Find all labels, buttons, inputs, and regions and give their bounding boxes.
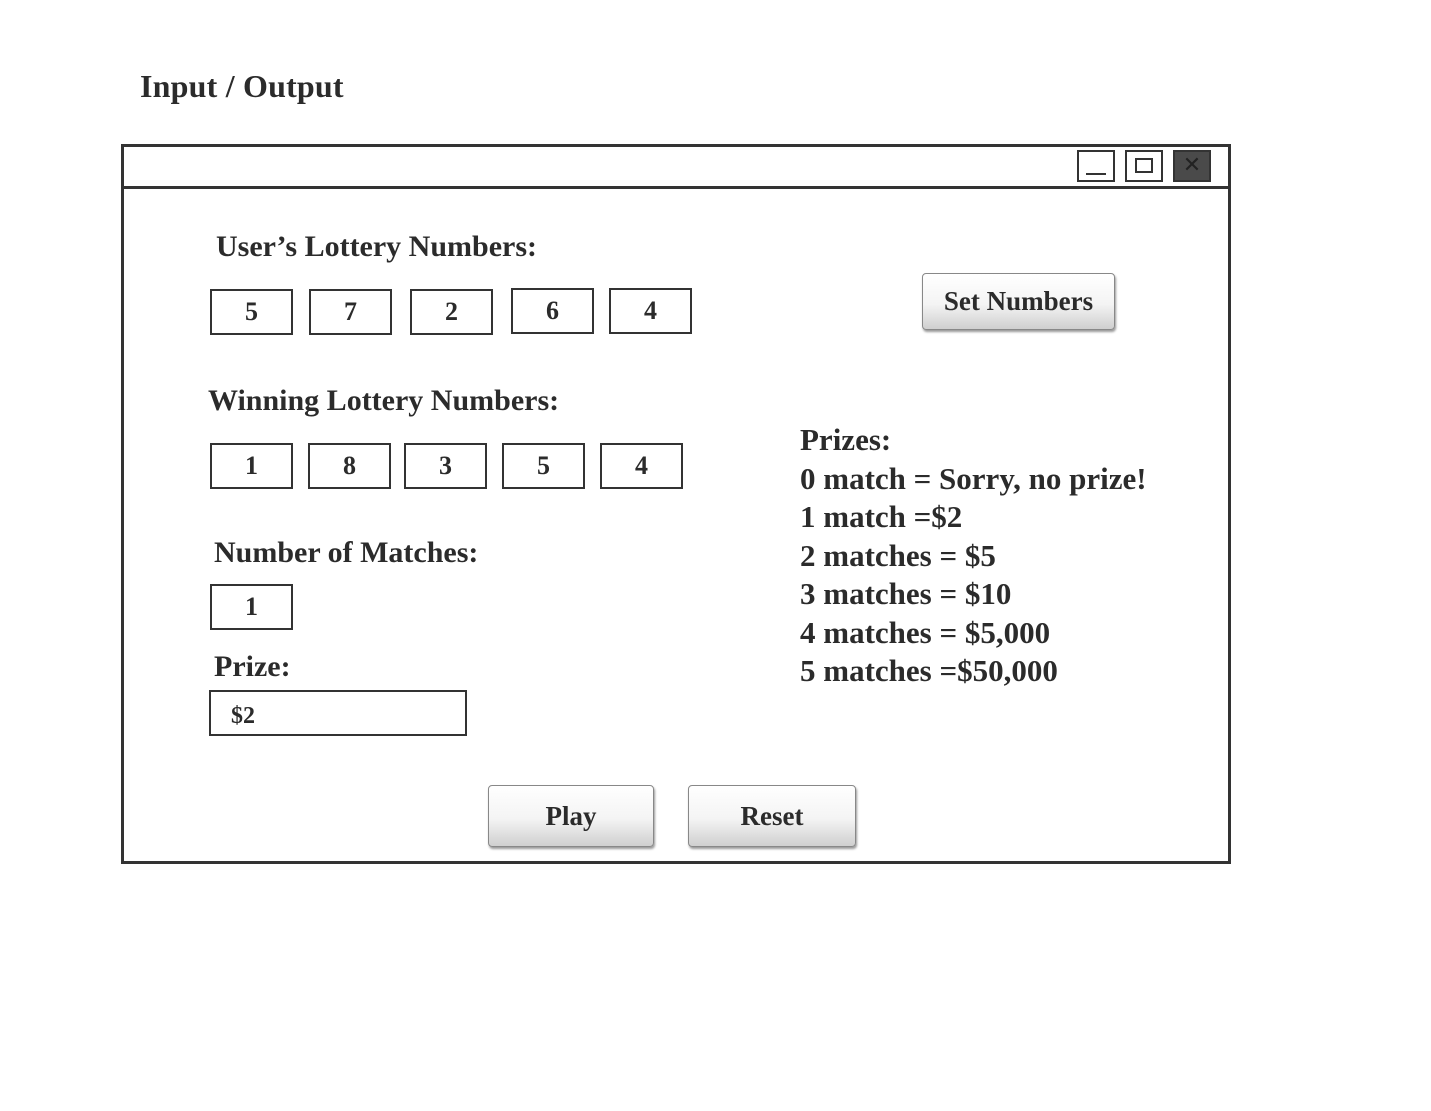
minimize-button[interactable] [1077, 150, 1115, 182]
close-icon: ✕ [1182, 153, 1202, 178]
winning-number-field-1: 1 [210, 443, 293, 489]
winning-number-field-3: 3 [404, 443, 487, 489]
prize-row: 5 matches =$50,000 [800, 653, 1058, 688]
prize-row: 1 match =$2 [800, 499, 963, 534]
user-numbers-label: User’s Lottery Numbers: [216, 230, 538, 263]
user-number-field-4[interactable]: 6 [511, 288, 594, 334]
winning-number-field-5: 4 [600, 443, 683, 489]
lottery-window [121, 144, 1231, 864]
matches-label: Number of Matches: [214, 536, 479, 569]
title-bar [124, 147, 1228, 189]
set-numbers-button[interactable]: Set Numbers [922, 273, 1115, 330]
winning-numbers-label: Winning Lottery Numbers: [208, 384, 560, 417]
prize-label: Prize: [214, 650, 291, 683]
matches-field: 1 [210, 584, 293, 630]
maximize-icon [1135, 158, 1153, 173]
minimize-icon [1086, 173, 1106, 175]
user-number-field-2[interactable]: 7 [309, 289, 392, 335]
reset-button[interactable]: Reset [688, 785, 856, 847]
prize-field: $2 [209, 690, 467, 736]
play-button[interactable]: Play [488, 785, 654, 847]
prize-row: 4 matches = $5,000 [800, 614, 1051, 650]
prizes-title: Prizes: [800, 422, 892, 457]
prizes-list [800, 421, 1147, 691]
close-button[interactable] [1173, 150, 1211, 182]
prize-row: 0 match = Sorry, no prize! [800, 460, 1147, 496]
user-number-field-3[interactable]: 2 [410, 289, 493, 335]
page-heading: Input / Output [140, 68, 344, 104]
prize-row: 3 matches = $10 [800, 576, 1012, 611]
maximize-button[interactable] [1125, 150, 1163, 182]
prize-row: 2 matches = $5 [800, 537, 996, 573]
winning-number-field-4: 5 [502, 443, 585, 489]
user-number-field-5[interactable]: 4 [609, 288, 692, 334]
user-number-field-1[interactable]: 5 [210, 289, 293, 335]
winning-number-field-2: 8 [308, 443, 391, 489]
